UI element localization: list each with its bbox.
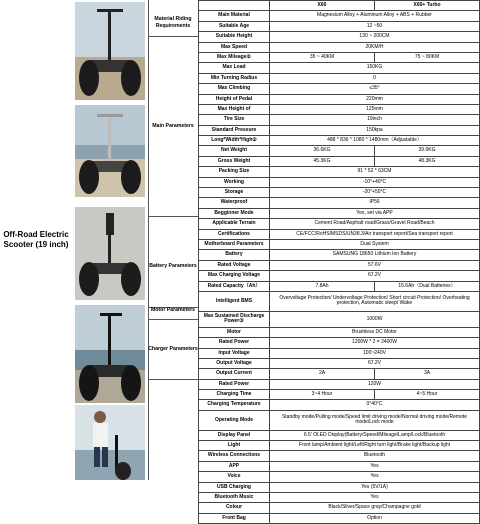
spec-value: 220mm [270,94,480,104]
spec-row [199,451,480,461]
scooter-photo-coast [75,105,145,197]
spec-value: 150KG [270,63,480,73]
spec-row [199,136,480,146]
spec-value-x60t: 4~5 Hour [375,390,480,400]
rider-photo-beach [75,405,145,480]
spec-value-x60: 45.3KG [270,156,375,166]
spec-value-x60t: 75 ~ 80KM [375,52,480,62]
spec-value: Magnesium Alloy + Aluminum Alloy + ABS + Rubber [270,11,480,21]
spec-value: 20KM/H [270,42,480,52]
spec-row [199,493,480,503]
spec-value: 0 [270,73,480,83]
scooter-photo-beach [75,2,145,100]
spec-label: APP [199,461,270,471]
spec-row [199,11,480,21]
spec-label: Voice [199,472,270,482]
spec-table [198,0,480,524]
spec-label: Long*Width*High② [199,136,270,146]
spec-value-x60: 7.8Ah [270,281,375,291]
spec-value: Yes [270,472,480,482]
spec-row [199,348,480,358]
spec-row [199,208,480,218]
spec-row [199,369,480,379]
spec-label: Main Material [199,11,270,21]
spec-label: Storage [199,188,270,198]
spec-label: Suitable Age [199,21,270,31]
spec-label: Waterproof [199,198,270,208]
spec-label: Rated Power [199,338,270,348]
spec-label: Motor [199,327,270,337]
spec-row [199,379,480,389]
spec-label: Gross Weight [199,156,270,166]
spec-header-row [199,1,480,11]
spec-label: Output Voltage [199,358,270,368]
spec-row [199,271,480,281]
spec-label: Charging Time [199,390,270,400]
scooter-photo-beach-image [75,2,145,100]
spec-row [199,410,480,430]
spec-label: Max Height of [199,104,270,114]
spec-value-x60t: 48.3KG [375,156,480,166]
spec-value: Bluetooth [270,451,480,461]
spec-value-x60: 36.6KG [270,146,375,156]
scooter-photo-coast-image [75,105,145,197]
spec-value: Front lamp/Ambient light/Left/Right turn light/Brake light/Backup light [270,441,480,451]
spec-row [199,229,480,239]
spec-row [199,125,480,135]
spec-value: 0°40°C [270,400,480,410]
spec-value: 1200W * 2 = 2400W [270,338,480,348]
spec-label: Rated Power [199,379,270,389]
spec-label: Packing Size [199,167,270,177]
scooter-photo-sea [75,305,145,403]
spec-label: Intelligent BMS [199,291,270,311]
spec-value: Yes [270,461,480,471]
spec-row [199,177,480,187]
spec-label: Height of Pedal [199,94,270,104]
spec-label: Motherboard Parameters [199,239,270,249]
spec-row [199,441,480,451]
spec-row [199,250,480,260]
spec-value: CE/FCC/RoHS/MSDS/UN38.3/Air transport report/Sea transport report [270,229,480,239]
spec-value: 130 ~ 200CM [270,32,480,42]
spec-label: Colour [199,503,270,513]
spec-row [199,472,480,482]
spec-label: Light [199,441,270,451]
spec-row [199,146,480,156]
spec-row [199,198,480,208]
spec-row [199,358,480,368]
spec-label: Begginner Mode [199,208,270,218]
spec-value: 120W [270,379,480,389]
spec-label: Input Voltage [199,348,270,358]
spec-row [199,21,480,31]
spec-value: Brushless DC Motor [270,327,480,337]
spec-label: Standard Pressure [199,125,270,135]
spec-value: Yes [270,493,480,503]
spec-row [199,513,480,523]
category-main: Main Parameters [148,37,198,217]
spec-label: Battery [199,250,270,260]
spec-value-x60: 3~4 Hour [270,390,375,400]
spec-row [199,94,480,104]
spec-row [199,239,480,249]
spec-value: Black/Silver/Space gray/Champagne gold [270,503,480,513]
spec-row [199,461,480,471]
spec-row [199,63,480,73]
spec-label: Net Weight [199,146,270,156]
spec-value: Standby mode/Pulling mode/Speed limit driving mode/Normal driving mode/Remote mode/Lock mode [270,410,480,430]
spec-label: Max Climbing [199,84,270,94]
spec-label: Rated Capacity（Ah） [199,281,270,291]
spec-row [199,260,480,270]
spec-label: Certifications [199,229,270,239]
spec-label: Charging Temperature [199,400,270,410]
spec-row [199,400,480,410]
product-photos [72,0,148,480]
spec-row [199,84,480,94]
category-motor: Motor Parameters [148,301,198,320]
spec-row [199,32,480,42]
spec-label: Max Speed [199,42,270,52]
scooter-photo-sea-image [75,305,145,403]
spec-label: Working [199,177,270,187]
spec-value: 12 ~50 [270,21,480,31]
spec-value: 57.6V [270,260,480,270]
spec-row [199,311,480,327]
spec-label: Max Load [199,63,270,73]
spec-value: 91 * 52 * 63CM [270,167,480,177]
spec-row [199,430,480,440]
spec-value: -10°+40°C [270,177,480,187]
rider-photo-beach-image [75,405,145,480]
spec-value-x60: 35 ~ 40KM [270,52,375,62]
spec-label: Front Bag [199,513,270,523]
spec-row [199,291,480,311]
spec-value: Overvoltage Protection/ Undervoltage Protection/ Short circuit Protection/ Overheating protection, Automatic sleep/ Wake [270,291,480,311]
spec-row [199,42,480,52]
spec-label: Operating Mode [199,410,270,430]
spec-header-label [199,1,270,11]
spec-label: USB Charging [199,482,270,492]
spec-row [199,503,480,513]
spec-row [199,52,480,62]
spec-value: -20°+50°C [270,188,480,198]
spec-label: Min Turning Radius [199,73,270,83]
spec-row [199,219,480,229]
category-column [148,0,198,480]
spec-value: Dual System [270,239,480,249]
spec-value: 488 * 836 * 1080 * 1480mm（Adjustable） [270,136,480,146]
spec-row [199,338,480,348]
category-battery: Battery Parameters [148,226,198,308]
spec-row [199,482,480,492]
spec-label: Max Charging Voltage [199,271,270,281]
spec-header-x60t: X60+ Turbo [375,1,480,11]
spec-row [199,73,480,83]
spec-value: Yes, set via APP [270,208,480,218]
scooter-photo-dock-image [75,207,145,300]
spec-value: 1000W [270,311,480,327]
spec-value: 100~240V [270,348,480,358]
spec-row [199,156,480,166]
spec-label: Output Current [199,369,270,379]
spec-row [199,327,480,337]
spec-value: Yes (5V/1A) [270,482,480,492]
spec-label: Applicable Terrain [199,219,270,229]
spec-value-x60: 2A [270,369,375,379]
spec-value: 67.2V [270,271,480,281]
spec-row [199,390,480,400]
category-charger: Charger Parameters [148,320,198,380]
spec-value: 150kpa [270,125,480,135]
spec-row [199,188,480,198]
spec-label: Display Panel [199,430,270,440]
spec-label: Suitable Height [199,32,270,42]
spec-value: 6.5' OLED Display(Battery/Speed/Mileage/Lamp/Lock/Bluetooth [270,430,480,440]
spec-value-x60t: 39.6KG [375,146,480,156]
spec-value: 67.2V [270,358,480,368]
spec-value-x60t: 15.6Ah（Dual Batteries） [375,281,480,291]
spec-label: Wireless Connections [199,451,270,461]
product-title: Off-Road Electric Scooter (19 inch) [3,230,69,249]
spec-value: SAMSUNG 18650 Lithium Ion Battery [270,250,480,260]
spec-value: Cement Road/Asphalt road/Grass/Gravel Road/Beach [270,219,480,229]
category-riding: Material Riding Requirements [148,9,198,37]
spec-value: IP56 [270,198,480,208]
spec-value: ≤35° [270,84,480,94]
spec-value: 125mm [270,104,480,114]
spec-label: Tire Size [199,115,270,125]
spec-label: Bluetooth Music [199,493,270,503]
spec-label: Max Sustained Discharge Power③ [199,311,270,327]
scooter-photo-dock [75,207,145,300]
spec-value: 19inch [270,115,480,125]
spec-row [199,104,480,114]
spec-value: Option [270,513,480,523]
spec-table-body [199,1,480,524]
spec-row [199,281,480,291]
spec-label: Max Mileage① [199,52,270,62]
spec-label: Rated Voltage [199,260,270,270]
spec-value-x60t: 3A [375,369,480,379]
spec-row [199,167,480,177]
spec-header-x60: X60 [270,1,375,11]
spec-row [199,115,480,125]
